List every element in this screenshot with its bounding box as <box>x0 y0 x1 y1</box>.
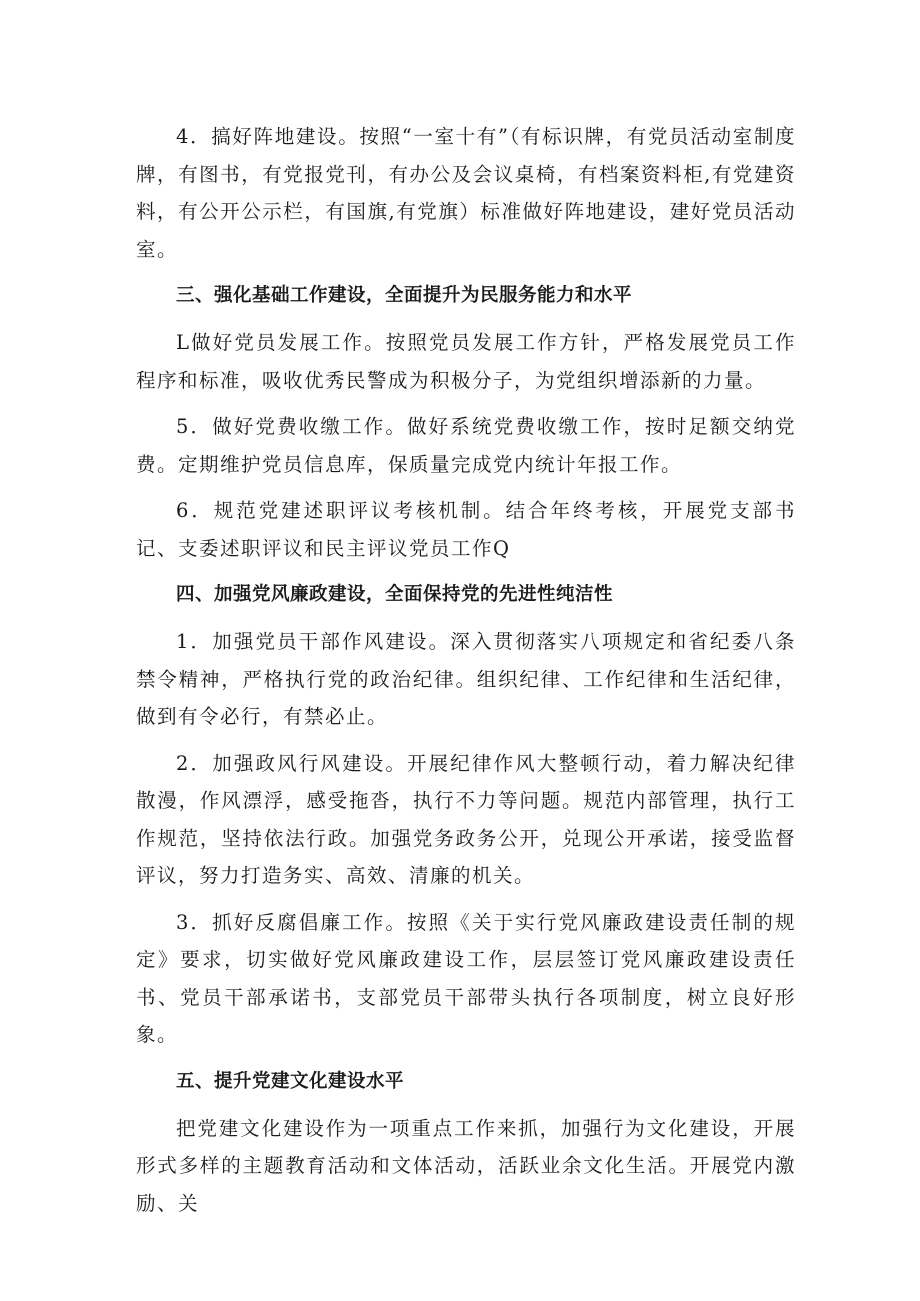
paragraph-6-appraisal-mechanism: 6．规范党建述职评议考核机制。结合年终考核，开展党支部书记、支委述职评议和民主评议党员工作Q <box>136 499 796 560</box>
section-heading-4: 四、加强党风廉政建设，全面保持党的先进性纯洁性 <box>176 584 614 605</box>
paragraph-culture-building: 把党建文化建设作为一项重点工作来抓，加强行为文化建设，开展形式多样的主题教育活动和文体活动，活跃业余文化生活。开展党内激励、关 <box>136 1116 796 1215</box>
paragraph-4-position-building: 4．搞好阵地建设。按照“一室十有”（有标识牌，有党员活动室制度牌，有图书，有党报党刊，有办公及会议桌椅，有档案资料柜,有党建资料，有公开公示栏，有国旗,有党旗）标准做好阵地建设，建好党员活动室。 <box>136 125 796 261</box>
paragraph-member-development: L做好党员发展工作。按照党员发展工作方针，严格发展党员工作程序和标准，吸收优秀民警成为积极分子，为党组织增添新的力量。 <box>136 331 796 392</box>
paragraph-5-party-dues: 5．做好党费收缴工作。做好系统党费收缴工作，按时足额交纳党费。定期维护党员信息库，保质量完成党内统计年报工作。 <box>136 415 796 476</box>
paragraph-3-anti-corruption: 3．抓好反腐倡廉工作。按照《关于实行党风廉政建设责任制的规定》要求，切实做好党风廉政建设工作，层层签订党风廉政建设责任书、党员干部承诺书，支部党员干部带头执行各项制度，树立良好形象。 <box>136 910 796 1046</box>
section-heading-3: 三、强化基础工作建设，全面提升为民服务能力和水平 <box>176 285 633 306</box>
document-page <box>136 118 796 1231</box>
section-heading-5: 五、提升党建文化建设水平 <box>176 1070 405 1092</box>
paragraph-2-government-style: 2．加强政风行风建设。开展纪律作风大整顿行动，着力解决纪律散漫，作风漂浮，感受拖沓，执行不力等问题。规范内部管理，执行工作规范，坚持依法行政。加强党务政务公开，兑现公开承诺，接受监督评议，努力打造务实、高效、清廉的机关。 <box>136 751 796 887</box>
paragraph-1-cadre-style: 1．加强党员干部作风建设。深入贯彻落实八项规定和省纪委八条禁令精神，严格执行党的政治纪律。组织纪律、工作纪律和生活纪律，做到有令必行，有禁必止。 <box>136 630 796 728</box>
